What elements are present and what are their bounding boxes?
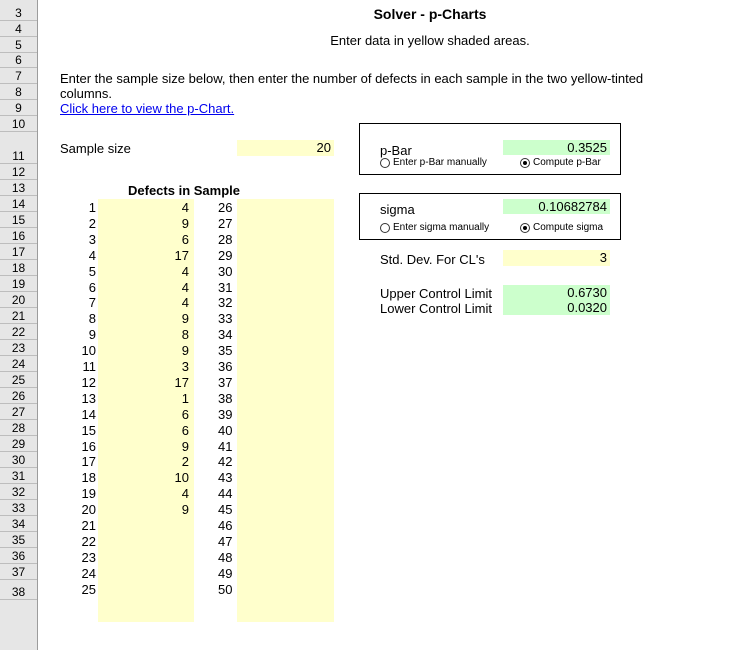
radio-icon bbox=[380, 158, 390, 168]
sample-number: 29 bbox=[218, 247, 233, 263]
lcl-label: Lower Control Limit bbox=[380, 301, 492, 316]
page-subtitle: Enter data in yellow shaded areas. bbox=[330, 33, 530, 48]
defects-cell[interactable] bbox=[237, 375, 334, 390]
pbar-manual-label: Enter p-Bar manually bbox=[393, 157, 487, 168]
sample-number: 42 bbox=[218, 454, 233, 470]
row-header-column bbox=[0, 0, 38, 650]
sample-number: 28 bbox=[218, 231, 233, 247]
sample-number: 37 bbox=[218, 374, 233, 390]
sample-number: 25 bbox=[81, 581, 96, 597]
page-title: Solver - p-Charts bbox=[373, 6, 487, 22]
defects-cell[interactable] bbox=[237, 566, 334, 581]
row-number[interactable]: 19 bbox=[0, 276, 37, 292]
row-number[interactable]: 28 bbox=[0, 420, 37, 436]
sample-number: 48 bbox=[218, 549, 233, 565]
sample-number: 40 bbox=[218, 422, 233, 438]
sample-number: 49 bbox=[218, 565, 233, 581]
defects-cell[interactable] bbox=[237, 232, 334, 247]
row-number[interactable]: 15 bbox=[0, 212, 37, 228]
defects-cell[interactable]: 2 bbox=[181, 454, 189, 470]
sample-number: 36 bbox=[218, 359, 233, 374]
defects-cell[interactable] bbox=[237, 343, 334, 358]
row-number[interactable]: 27 bbox=[0, 404, 37, 420]
row-number[interactable]: 7 bbox=[0, 68, 37, 84]
defects-cell[interactable]: 4 bbox=[181, 295, 189, 311]
ucl-label: Upper Control Limit bbox=[380, 286, 492, 301]
sample-number: 18 bbox=[81, 470, 96, 486]
sample-number: 47 bbox=[218, 533, 233, 549]
row-number[interactable]: 5 bbox=[0, 37, 37, 53]
sample-number: 4 bbox=[88, 247, 96, 263]
defects-cell[interactable] bbox=[237, 423, 334, 438]
defects-cell[interactable] bbox=[237, 534, 334, 549]
sample-number: 22 bbox=[81, 533, 96, 549]
sample-number: 16 bbox=[81, 438, 96, 454]
row-number[interactable]: 12 bbox=[0, 164, 37, 180]
defects-cell[interactable]: 9 bbox=[181, 343, 189, 359]
sample-number: 43 bbox=[218, 470, 233, 486]
defects-cell[interactable]: 6 bbox=[181, 231, 189, 247]
row-number[interactable]: 4 bbox=[0, 21, 37, 37]
row-number[interactable]: 23 bbox=[0, 340, 37, 356]
sample-number: 38 bbox=[218, 390, 233, 406]
sigma-manual-label: Enter sigma manually bbox=[393, 222, 490, 233]
pbar-compute-option[interactable] bbox=[520, 157, 601, 168]
sample-number: 1 bbox=[88, 200, 96, 215]
row-number[interactable]: 32 bbox=[0, 484, 37, 500]
sample-number: 21 bbox=[81, 518, 96, 533]
row-number[interactable]: 18 bbox=[0, 260, 37, 276]
defects-cell[interactable] bbox=[237, 518, 334, 533]
row-number[interactable]: 38 bbox=[0, 580, 37, 600]
defects-cell[interactable] bbox=[237, 280, 334, 295]
defects-cell[interactable]: 4 bbox=[181, 279, 189, 295]
sample-number: 17 bbox=[81, 454, 96, 470]
pbar-manual-option[interactable] bbox=[380, 157, 487, 168]
sample-number: 11 bbox=[82, 359, 96, 374]
sample-number: 7 bbox=[88, 295, 96, 311]
defects-cell[interactable] bbox=[237, 391, 334, 406]
defects-cell[interactable] bbox=[237, 327, 334, 342]
defects-cell[interactable] bbox=[237, 407, 334, 422]
row-number[interactable]: 14 bbox=[0, 196, 37, 212]
pbar-compute-label: Compute p-Bar bbox=[533, 157, 601, 168]
sample-number: 32 bbox=[218, 295, 233, 311]
sample-number: 27 bbox=[218, 215, 233, 231]
defects-cell[interactable]: 10 bbox=[174, 470, 189, 486]
sample-number: 5 bbox=[88, 263, 96, 279]
defects-cell[interactable]: 9 bbox=[181, 215, 189, 231]
row-number[interactable]: 16 bbox=[0, 228, 37, 244]
sample-number: 20 bbox=[81, 502, 96, 518]
sample-number: 31 bbox=[218, 279, 233, 295]
row-number[interactable]: 22 bbox=[0, 324, 37, 340]
defects-cell[interactable] bbox=[237, 248, 334, 263]
row-number[interactable]: 10 bbox=[0, 116, 37, 132]
defects-cell[interactable]: 17 bbox=[174, 374, 189, 390]
row-number[interactable]: 17 bbox=[0, 244, 37, 260]
sample-number: 44 bbox=[218, 486, 233, 502]
ucl-value: 0.6730 bbox=[503, 285, 610, 300]
row-number[interactable]: 29 bbox=[0, 436, 37, 452]
defects-cell[interactable]: 4 bbox=[181, 263, 189, 279]
defects-cell[interactable]: 9 bbox=[181, 311, 189, 327]
row-number[interactable]: 36 bbox=[0, 548, 37, 564]
view-chart-link[interactable]: Click here to view the p-Chart. bbox=[60, 101, 235, 116]
pbar-label: p-Bar bbox=[380, 143, 412, 158]
std-dev-label: Std. Dev. For CL's bbox=[380, 252, 485, 267]
row-number[interactable]: 21 bbox=[0, 308, 37, 324]
defects-cell[interactable]: 9 bbox=[181, 502, 189, 518]
row-number[interactable]: 31 bbox=[0, 468, 37, 484]
sample-number: 50 bbox=[218, 581, 233, 597]
sample-number: 35 bbox=[218, 343, 233, 359]
sample-number: 46 bbox=[218, 518, 233, 533]
sample-number: 24 bbox=[81, 565, 96, 581]
sample-number: 15 bbox=[81, 422, 96, 438]
row-number[interactable]: 3 bbox=[0, 0, 37, 21]
defects-cell[interactable] bbox=[237, 454, 334, 469]
defects-cell[interactable] bbox=[237, 550, 334, 565]
sample-number: 2 bbox=[88, 215, 96, 231]
sample-number: 8 bbox=[88, 311, 96, 327]
defects-cell[interactable] bbox=[237, 311, 334, 326]
defects-cell[interactable]: 9 bbox=[181, 438, 189, 454]
defects-cell[interactable] bbox=[237, 295, 334, 310]
row-number[interactable]: 13 bbox=[0, 180, 37, 196]
sample-number: 10 bbox=[81, 343, 96, 359]
radio-selected-icon bbox=[520, 158, 530, 168]
sigma-label: sigma bbox=[380, 202, 415, 217]
defects-cell[interactable]: 8 bbox=[181, 327, 189, 343]
sigma-value[interactable]: 0.10682784 bbox=[503, 199, 610, 214]
row-number[interactable]: 8 bbox=[0, 84, 37, 100]
sample-number: 39 bbox=[218, 406, 233, 422]
sample-number: 12 bbox=[81, 374, 96, 390]
defects-cell[interactable]: 6 bbox=[181, 406, 189, 422]
row-number[interactable]: 30 bbox=[0, 452, 37, 468]
row-number[interactable]: 9 bbox=[0, 100, 37, 116]
row-number[interactable]: 37 bbox=[0, 564, 37, 580]
defects-cell[interactable]: 3 bbox=[181, 359, 189, 374]
defects-cell[interactable] bbox=[237, 216, 334, 231]
sample-number: 6 bbox=[88, 279, 96, 295]
row-number[interactable]: 26 bbox=[0, 388, 37, 404]
defects-cell[interactable]: 17 bbox=[174, 247, 189, 263]
defects-cell[interactable] bbox=[237, 264, 334, 279]
sample-number: 26 bbox=[218, 200, 233, 215]
sample-number: 14 bbox=[81, 406, 96, 422]
sample-number: 33 bbox=[218, 311, 233, 327]
defects-header: Defects in Sample bbox=[128, 183, 240, 198]
radio-icon bbox=[380, 223, 390, 233]
sigma-compute-option[interactable] bbox=[520, 222, 603, 233]
defects-cell[interactable]: 1 bbox=[181, 390, 189, 406]
sample-size-label: Sample size bbox=[60, 141, 131, 156]
sample-size-input[interactable]: 20 bbox=[237, 140, 334, 156]
instructions-line-1: Enter the sample size below, then enter the number of defects in each sample in the two yellow-tinted bbox=[60, 71, 644, 86]
defects-cell[interactable] bbox=[237, 502, 334, 517]
row-number[interactable]: 6 bbox=[0, 53, 37, 68]
lcl-value: 0.0320 bbox=[503, 300, 610, 315]
row-number[interactable]: 25 bbox=[0, 372, 37, 388]
defects-cell[interactable]: 4 bbox=[181, 200, 189, 215]
sample-number: 19 bbox=[81, 486, 96, 502]
defects-cell[interactable] bbox=[237, 470, 334, 485]
defects-cell[interactable]: 6 bbox=[181, 422, 189, 438]
sample-number: 9 bbox=[88, 327, 96, 343]
std-dev-input[interactable]: 3 bbox=[503, 250, 610, 266]
defects-cell[interactable] bbox=[237, 439, 334, 454]
defects-cell[interactable] bbox=[237, 486, 334, 501]
sample-number: 3 bbox=[88, 231, 96, 247]
row-number[interactable]: 11 bbox=[0, 132, 37, 164]
radio-selected-icon bbox=[520, 223, 530, 233]
row-number[interactable]: 24 bbox=[0, 356, 37, 372]
sigma-compute-label: Compute sigma bbox=[533, 222, 604, 233]
row-number[interactable]: 35 bbox=[0, 532, 37, 548]
row-number[interactable]: 20 bbox=[0, 292, 37, 308]
row-number[interactable]: 34 bbox=[0, 516, 37, 532]
row-number[interactable]: 33 bbox=[0, 500, 37, 516]
sample-number: 30 bbox=[218, 263, 233, 279]
sample-number: 13 bbox=[81, 390, 96, 406]
defects-cell[interactable]: 4 bbox=[181, 486, 189, 502]
sample-number: 34 bbox=[218, 327, 233, 343]
sample-number: 41 bbox=[218, 438, 233, 454]
sigma-manual-option[interactable] bbox=[380, 222, 489, 233]
defects-cell[interactable] bbox=[237, 200, 334, 215]
defects-cell[interactable] bbox=[237, 582, 334, 597]
pbar-value[interactable]: 0.3525 bbox=[503, 140, 610, 155]
instructions-line-2: columns. bbox=[60, 86, 113, 101]
sample-number: 23 bbox=[81, 549, 96, 565]
defects-cell[interactable] bbox=[237, 359, 334, 374]
sample-number: 45 bbox=[218, 502, 233, 518]
